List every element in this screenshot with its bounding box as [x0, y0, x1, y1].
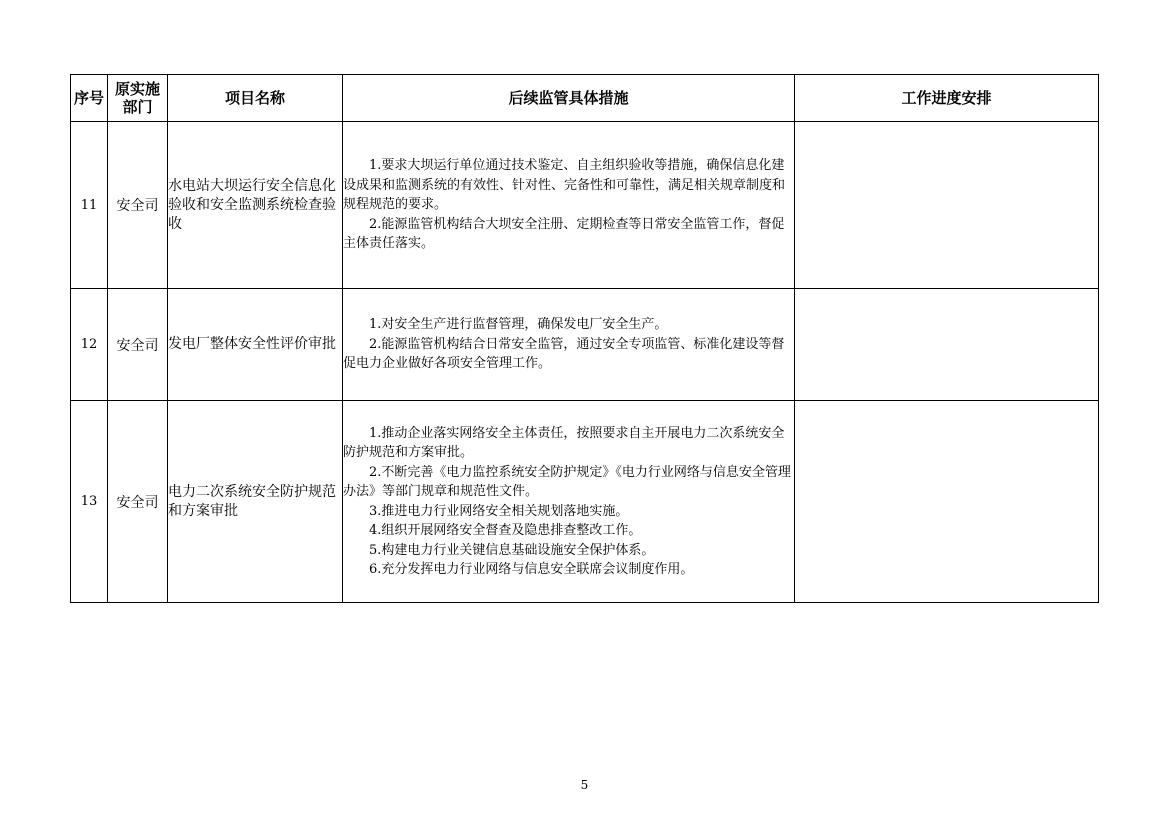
- row-schedule: [795, 289, 1099, 401]
- row-dept: 安全司: [108, 122, 168, 289]
- supervision-measures-table: [70, 74, 1099, 603]
- header-project-name: 项目名称: [168, 75, 343, 122]
- row-dept: 安全司: [108, 401, 168, 603]
- row-seq: 13: [71, 401, 108, 603]
- page-number: 5: [580, 778, 589, 792]
- row-seq: 11: [71, 122, 108, 289]
- header-seq: 序号: [71, 75, 108, 122]
- row-measures: [343, 289, 795, 401]
- table-header-row: [71, 75, 1099, 122]
- row-schedule: [795, 401, 1099, 603]
- measure-item: 4.组织开展网络安全督查及隐患排查整改工作。: [369, 523, 642, 538]
- table-row: [71, 289, 1099, 401]
- row-seq: 12: [71, 289, 108, 401]
- header-measures: 后续监管具体措施: [343, 75, 795, 122]
- row-project-name: 发电厂整体安全性评价审批: [168, 289, 343, 401]
- row-schedule: [795, 122, 1099, 289]
- measure-item: 1.推动企业落实网络安全主体责任，按照要求自主开展电力二次系统安全防护规范和方案审批。: [343, 425, 785, 460]
- measure-item: 2.不断完善《电力监控系统安全防护规定》《电力行业网络与信息安全管理办法》等部门规章和规范性文件。: [343, 464, 791, 499]
- row-measures: [343, 122, 795, 289]
- measure-item: 1.要求大坝运行单位通过技术鉴定、自主组织验收等措施，确保信息化建设成果和监测系统的有效性、针对性、完备性和可靠性，满足相关规章制度和规程规范的要求。: [343, 158, 786, 213]
- row-measures: [343, 401, 795, 603]
- measure-item: 3.推进电力行业网络安全相关规划落地实施。: [369, 503, 629, 519]
- header-dept-line2: 部门: [122, 98, 153, 116]
- measure-item: 2.能源监管机构结合日常安全监管，通过安全专项监管、标准化建设等督促电力企业做好各项安全管理工作。: [343, 336, 785, 372]
- table-row: [71, 401, 1099, 603]
- header-dept: [108, 75, 168, 122]
- table-row: [71, 122, 1099, 289]
- row-project-name: 水电站大坝运行安全信息化验收和安全监测系统检查验收: [168, 122, 343, 289]
- row-dept: 安全司: [108, 289, 168, 401]
- header-dept-line1: 原实施: [114, 80, 160, 98]
- row-project-name: 电力二次系统安全防护规范和方案审批: [168, 401, 343, 603]
- measure-item: 6.充分发挥电力行业网络与信息安全联席会议制度作用。: [369, 562, 694, 577]
- measure-item: 5.构建电力行业关键信息基础设施安全保护体系。: [369, 542, 655, 558]
- measure-item: 2.能源监管机构结合大坝安全注册、定期检查等日常安全监管工作，督促主体责任落实。: [343, 216, 785, 252]
- header-schedule: 工作进度安排: [795, 75, 1099, 122]
- measure-item: 1.对安全生产进行监督管理，确保发电厂安全生产。: [369, 317, 668, 333]
